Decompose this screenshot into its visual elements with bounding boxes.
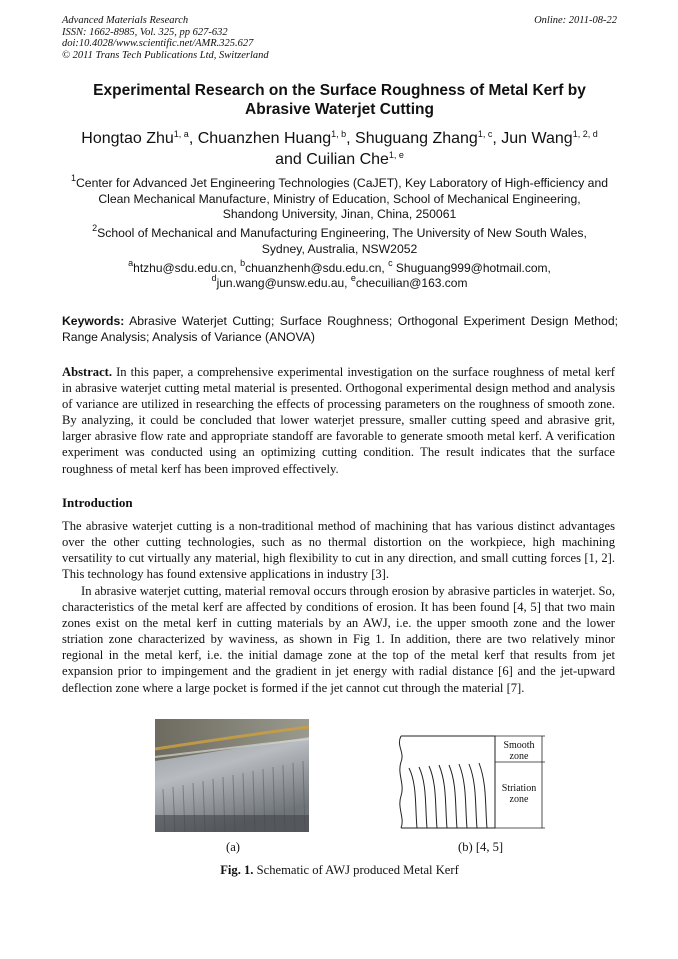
copyright-line: © 2011 Trans Tech Publications Ltd, Switzerland bbox=[62, 49, 269, 61]
affiliation-1 bbox=[62, 173, 617, 223]
author-name: Chuanzhen Huang bbox=[197, 130, 332, 147]
kerf-photo bbox=[155, 719, 309, 832]
smooth-zone-label-line: zone bbox=[509, 751, 529, 762]
author-affiliation-sup: 1, 2, d bbox=[572, 129, 598, 139]
affiliation-sup: 2 bbox=[92, 223, 98, 233]
author-name: Hongtao Zhu bbox=[81, 130, 174, 147]
striation-zone-label-line: Striation bbox=[501, 783, 537, 794]
author-list: Hongtao Zhu$^{1, a}$, Chuanzhen Huang$^{1, b}$, Shuguang Zhang$^{1, c}$, Jun Wang$^{1, 2, d}$ and Cuilian Che$^{1, e}$ bbox=[81, 129, 598, 168]
figure-caption-text: Schematic of AWJ produced Metal Kerf bbox=[256, 863, 459, 877]
affiliation-line: Center for Advanced Jet Engineering Technologies (CaJET), Key Laboratory of High-efficiency and bbox=[75, 176, 609, 190]
title-line-2: Abrasive Waterjet Cutting bbox=[245, 101, 434, 118]
author-affiliation-sup: 1, b bbox=[331, 129, 347, 139]
author-affiliation-sup: 1, c bbox=[477, 129, 493, 139]
kerf-photo-graphic bbox=[155, 719, 309, 832]
affiliation-line: Clean Mechanical Manufacture, Ministry of Education, School of Mechanical Engineering, bbox=[98, 191, 581, 206]
striation-zone-label-line: zone bbox=[509, 794, 529, 805]
intro-paragraph-2: In abrasive waterjet cutting, material removal occurs through erosion by abrasive particles in waterjet. So, characteristics of the metal kerf are affected by conditions of erosion. It has been found [4, 5] that two main zones exist on the metal kerf in cutting materials by an AWJ, i.e. the upper smooth zone and the lower striation zone characterized by waviness, as shown in Fig 1. In addition, there are two relatively minor regional in the metal kerf, i.e. the initial damage zone at the top of the metal kerf that results from jet expansion prior to impingement and the gradient in jet energy with radial distance [6] and the jet-upward deflection zone where a large pocket is formed if the jet cannot cut through the material [7]. bbox=[62, 584, 615, 695]
email-link[interactable]: Shuguang999@hotmail.com, bbox=[395, 261, 551, 275]
smooth-zone-label bbox=[495, 740, 543, 762]
abstract-label: Abstract. bbox=[62, 365, 113, 379]
keywords-text: Abrasive Waterjet Cutting; Surface Roughness; Orthogonal Experiment Design Method; Range Analysis; Analysis of Variance (ANOVA) bbox=[62, 314, 618, 344]
abstract bbox=[62, 364, 615, 477]
online-date: Online: 2011-08-22 bbox=[534, 15, 617, 26]
abstract-text: In this paper, a comprehensive experimental investigation on the surface roughness of metal kerf in abrasive waterjet cutting metal material is presented. Orthogonal experimental design method and analysis of variance are utilized in researching the effects of processing parameters on the roughness of smooth zone. By analyzing, it could be concluded that lower waterjet pressure, smaller cutting speed and abrasive grit, larger abrasive flow rate and appropriate standoff are favorable to generate smooth metal kerf. A verification experiment was conducted using an optimizing cutting condition. The result indicates that the surface roughness of metal kerf has been improved effectively. bbox=[62, 365, 615, 476]
keywords-label: Keywords: bbox=[62, 314, 125, 328]
author-affiliation-sup: 1, a bbox=[173, 129, 189, 139]
subfigure-caption-a: (a) bbox=[226, 840, 240, 854]
affiliation-line: Shandong University, Jinan, China, 250061 bbox=[222, 207, 457, 221]
author-affiliation-sup: 1, e bbox=[388, 150, 404, 160]
smooth-zone-label-line: Smooth bbox=[503, 740, 535, 751]
striation-zone-label bbox=[495, 783, 543, 805]
kerf-schematic bbox=[395, 722, 555, 830]
figure-caption-label: Fig. 1. bbox=[220, 863, 254, 877]
intro-paragraph-1: The abrasive waterjet cutting is a non-traditional method of machining that has various distinct advantages over the other cutting technologies, such as no thermal distortion on the workpiece, high machining versatility to cut virtually any material, high flexibility to cut in any direction, and small cutting forces [1, 2]. This technology has found extensive applications in industry [3]. bbox=[62, 519, 615, 582]
journal-header bbox=[62, 15, 617, 61]
author-name: Cuilian Che bbox=[306, 151, 389, 168]
author-name: Shuguang Zhang bbox=[355, 130, 478, 147]
subfigure-caption-b: (b) [4, 5] bbox=[458, 840, 504, 854]
journal-name: Advanced Materials Research bbox=[62, 15, 189, 26]
paper-title bbox=[62, 81, 617, 119]
email-link[interactable]: chuanzhenh@sdu.edu.cn, bbox=[245, 261, 385, 275]
affiliation-2 bbox=[62, 223, 617, 257]
figure-caption bbox=[62, 863, 617, 878]
email-link[interactable]: jun.wang@unsw.edu.au, bbox=[216, 276, 348, 290]
doi-line: doi:10.4028/www.scientific.net/AMR.325.627 bbox=[62, 38, 254, 49]
title-line-1: Experimental Research on the Surface Roughness of Metal Kerf by bbox=[93, 82, 586, 99]
kerf-schematic-graphic bbox=[395, 722, 555, 830]
email-link[interactable]: checuilian@163.com bbox=[355, 276, 468, 290]
keywords bbox=[62, 314, 618, 345]
affiliation-sup: 1 bbox=[70, 173, 76, 183]
affiliation-line: School of Mechanical and Manufacturing Engineering, The University of New South Wales, bbox=[97, 226, 587, 240]
email-link[interactable]: htzhu@sdu.edu.cn, bbox=[133, 261, 237, 275]
email-list: $^a$htzhu@sdu.edu.cn, $^b$chuanzhenh@sdu.edu.cn, $^c$ Shuguang999@hotmail.com, $^d$jun.wang@unsw.edu.au, $^e$checuilian@163.com bbox=[128, 258, 551, 290]
author-name: Jun Wang bbox=[501, 130, 573, 147]
affiliation-line: Sydney, Australia, NSW2052 bbox=[261, 241, 418, 256]
issn-line: ISSN: 1662-8985, Vol. 325, pp 627-632 bbox=[62, 26, 228, 38]
section-heading-introduction: Introduction bbox=[62, 495, 133, 510]
